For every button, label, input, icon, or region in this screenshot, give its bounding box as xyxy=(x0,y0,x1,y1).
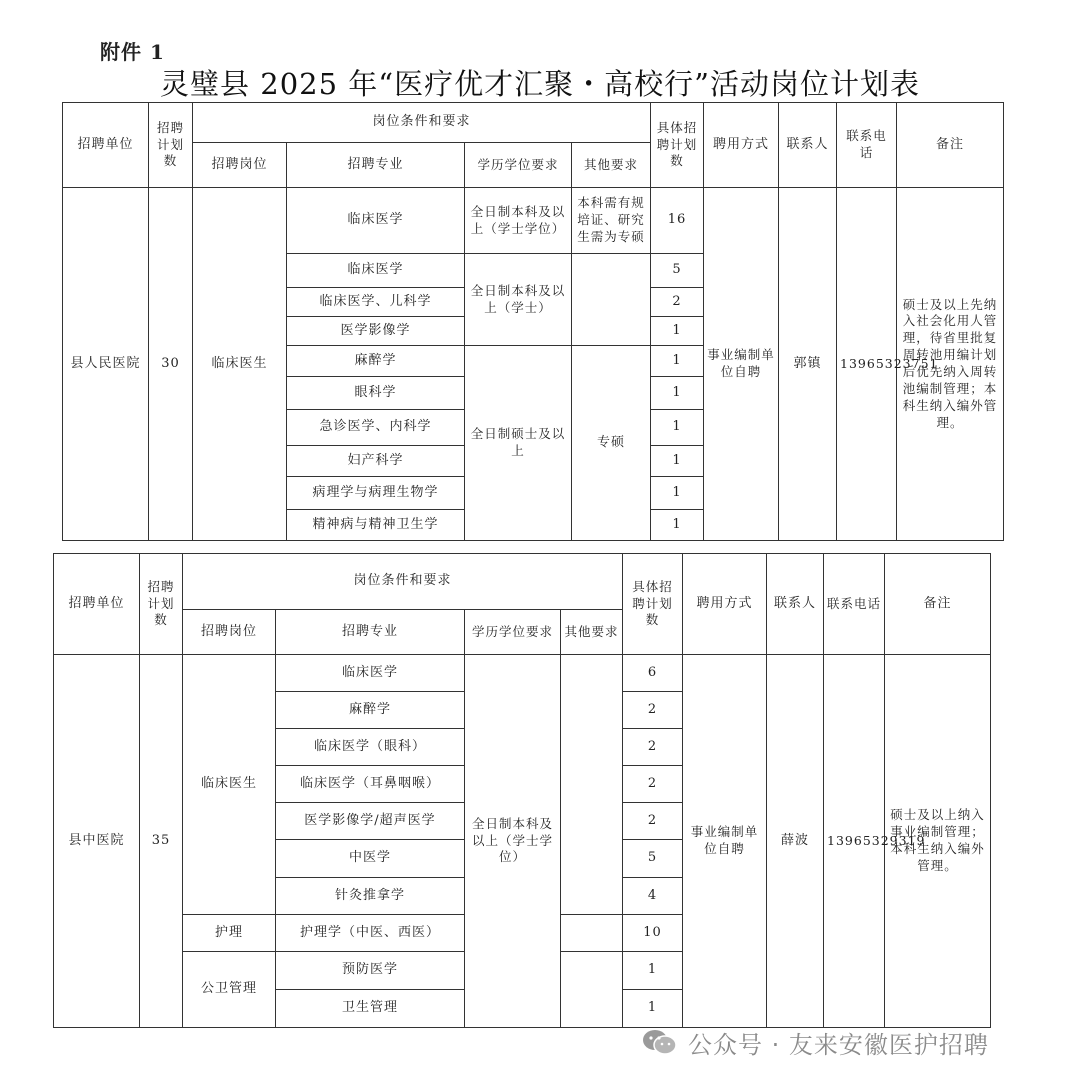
header-notes: 备注 xyxy=(885,554,991,655)
hire-method-cell: 事业编制单位自聘 xyxy=(683,655,767,1028)
wechat-icon xyxy=(640,1027,680,1057)
notes-cell: 硕士及以上先纳入社会化用人管理，待省里批复周转池用编计划后优先纳入周转池编制管理；本科生纳入编外管理。 xyxy=(897,188,1004,541)
header-contact: 联系人 xyxy=(767,554,824,655)
major-cell: 临床医学 xyxy=(287,188,465,254)
major-cell: 临床医学 xyxy=(287,254,465,288)
other-requirement-cell xyxy=(572,254,651,346)
position-cell: 公卫管理 xyxy=(183,952,276,1028)
header-hire-method: 聘用方式 xyxy=(683,554,767,655)
header-major: 招聘专业 xyxy=(287,143,465,188)
plan-table-county-tcm-hospital xyxy=(53,553,991,1028)
header-education: 学历学位要求 xyxy=(465,610,561,655)
count-cell: 1 xyxy=(651,510,704,541)
major-cell: 卫生管理 xyxy=(276,990,465,1028)
unit-cell: 县人民医院 xyxy=(63,188,149,541)
count-cell: 1 xyxy=(651,410,704,446)
count-cell: 10 xyxy=(623,915,683,952)
major-cell: 医学影像学 xyxy=(287,317,465,346)
position-cell: 临床医生 xyxy=(193,188,287,541)
header-contact: 联系人 xyxy=(779,103,837,188)
major-cell: 护理学（中医、西医） xyxy=(276,915,465,952)
header-plan-count: 招聘计划数 xyxy=(140,554,183,655)
header-hire-method: 聘用方式 xyxy=(704,103,779,188)
position-cell: 护理 xyxy=(183,915,276,952)
major-cell: 临床医学（耳鼻咽喉） xyxy=(276,766,465,803)
document-title: 灵璧县 2025 年“医疗优才汇聚・高校行”活动岗位计划表 xyxy=(160,67,920,101)
header-unit: 招聘单位 xyxy=(54,554,140,655)
major-cell: 精神病与精神卫生学 xyxy=(287,510,465,541)
other-requirement-cell: 本科需有规培证、研究生需为专硕 xyxy=(572,188,651,254)
header-position: 招聘岗位 xyxy=(183,610,276,655)
count-cell: 4 xyxy=(623,878,683,915)
education-cell: 全日制本科及以上（学士） xyxy=(465,254,572,346)
count-cell: 1 xyxy=(623,990,683,1028)
major-cell: 医学影像学/超声医学 xyxy=(276,803,465,840)
major-cell: 麻醉学 xyxy=(287,346,465,377)
count-cell: 16 xyxy=(651,188,704,254)
header-other: 其他要求 xyxy=(561,610,623,655)
header-conditions: 岗位条件和要求 xyxy=(183,554,623,610)
other-requirement-cell xyxy=(561,655,623,915)
count-cell: 2 xyxy=(623,766,683,803)
header-specific-count: 具体招聘计划数 xyxy=(623,554,683,655)
other-requirement-cell: 专硕 xyxy=(572,346,651,541)
plan-count-cell: 35 xyxy=(140,655,183,1028)
major-cell: 妇产科学 xyxy=(287,446,465,477)
contact-cell: 薛波 xyxy=(767,655,824,1028)
header-unit: 招聘单位 xyxy=(63,103,149,188)
header-position: 招聘岗位 xyxy=(193,143,287,188)
header-phone: 联系电话 xyxy=(837,103,897,188)
hire-method-cell: 事业编制单位自聘 xyxy=(704,188,779,541)
count-cell: 2 xyxy=(651,288,704,317)
major-cell: 急诊医学、内科学 xyxy=(287,410,465,446)
count-cell: 1 xyxy=(651,377,704,410)
count-cell: 2 xyxy=(623,803,683,840)
other-requirement-cell xyxy=(561,915,623,952)
education-cell: 全日制本科及以上（学士学位） xyxy=(465,188,572,254)
count-cell: 1 xyxy=(651,346,704,377)
education-cell: 全日制本科及以上（学士学位） xyxy=(465,655,561,1028)
header-plan-count: 招聘计划数 xyxy=(149,103,193,188)
table-row xyxy=(63,188,1004,254)
watermark-text: 公众号 · 友来安徽医护招聘 xyxy=(688,1030,989,1059)
major-cell: 临床医学、儿科学 xyxy=(287,288,465,317)
header-notes: 备注 xyxy=(897,103,1004,188)
watermark xyxy=(640,1022,989,1062)
phone-cell: 13965323751 xyxy=(837,188,897,541)
major-cell: 临床医学（眼科） xyxy=(276,729,465,766)
attachment-label: 附件 1 xyxy=(100,40,165,64)
major-cell: 临床医学 xyxy=(276,655,465,692)
major-cell: 针灸推拿学 xyxy=(276,878,465,915)
position-cell: 临床医生 xyxy=(183,655,276,915)
major-cell: 眼科学 xyxy=(287,377,465,410)
major-cell: 预防医学 xyxy=(276,952,465,990)
unit-cell: 县中医院 xyxy=(54,655,140,1028)
plan-table-county-peoples-hospital xyxy=(62,102,1004,541)
header-major: 招聘专业 xyxy=(276,610,465,655)
contact-cell: 郭镇 xyxy=(779,188,837,541)
count-cell: 6 xyxy=(623,655,683,692)
major-cell: 病理学与病理生物学 xyxy=(287,477,465,510)
header-specific-count: 具体招聘计划数 xyxy=(651,103,704,188)
count-cell: 2 xyxy=(623,729,683,766)
count-cell: 1 xyxy=(651,446,704,477)
count-cell: 1 xyxy=(651,477,704,510)
table-row xyxy=(54,655,991,692)
table-header-row xyxy=(63,103,1004,143)
count-cell: 1 xyxy=(623,952,683,990)
education-cell: 全日制硕士及以上 xyxy=(465,346,572,541)
count-cell: 2 xyxy=(623,692,683,729)
count-cell: 5 xyxy=(623,840,683,878)
phone-cell: 13965329319 xyxy=(824,655,885,1028)
notes-cell: 硕士及以上纳入事业编制管理；本科生纳入编外管理。 xyxy=(885,655,991,1028)
header-conditions: 岗位条件和要求 xyxy=(193,103,651,143)
header-phone: 联系电话 xyxy=(824,554,885,655)
count-cell: 1 xyxy=(651,317,704,346)
major-cell: 中医学 xyxy=(276,840,465,878)
plan-count-cell: 30 xyxy=(149,188,193,541)
header-education: 学历学位要求 xyxy=(465,143,572,188)
other-requirement-cell xyxy=(561,952,623,1028)
table-header-row xyxy=(54,554,991,610)
major-cell: 麻醉学 xyxy=(276,692,465,729)
count-cell: 5 xyxy=(651,254,704,288)
header-other: 其他要求 xyxy=(572,143,651,188)
